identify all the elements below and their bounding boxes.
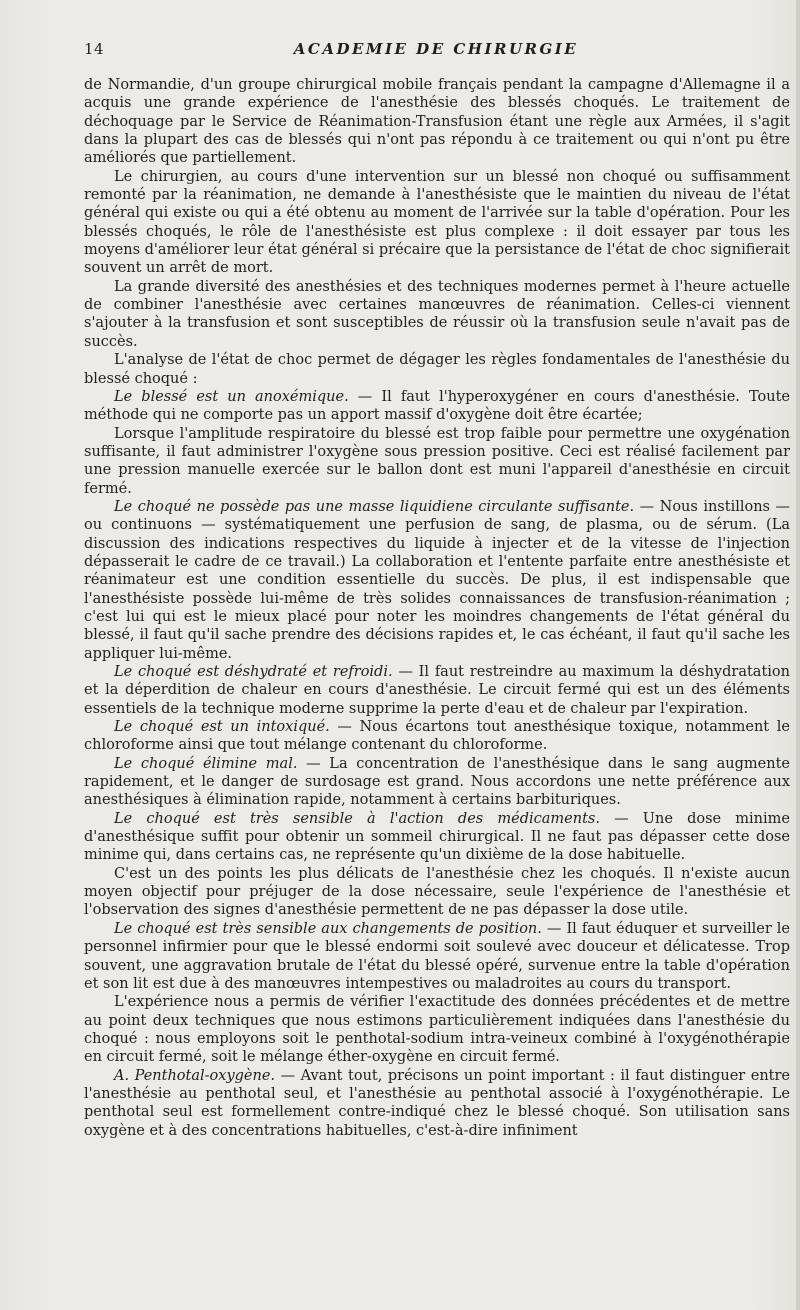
paragraph-lead: Le choqué ne possède pas une masse liquidiene circulante suffisante. — [114, 498, 635, 515]
page-number: 14 — [84, 40, 105, 58]
paragraph — [84, 351, 790, 388]
paragraph-text: La grande diversité des anesthésies et des techniques modernes permet à l'heure actuelle de combiner l'anesthésie avec certaines manœuvres de réanimation. Celles-ci viennent s'ajouter à la transfusion et sont susceptibles de réussir où la transfusion seule n'avait pas de succès. — [84, 278, 790, 350]
paragraph — [84, 993, 790, 1066]
paragraph-lead: Le choqué est très sensible aux changements de position. — [114, 920, 542, 937]
paragraph-text: — Il faut l'hyperoxygéner en cours d'anesthésie. Toute méthode qui ne comporte pas un apport massif d'oxygène doit être écartée; — [84, 388, 790, 424]
paragraph-text: — La concentration de l'anesthésique dans le sang augmente rapidement, et le danger de surdosage est grand. Nous accordons une nette préférence aux anesthésiques à élimination rapide, notamment à certains barbituriques. — [84, 755, 790, 809]
body-text — [84, 76, 790, 1296]
paragraph — [84, 755, 790, 810]
paragraph — [84, 1067, 790, 1140]
paragraph — [84, 425, 790, 498]
paragraph — [84, 278, 790, 351]
paragraph — [84, 76, 790, 168]
paragraph — [84, 663, 790, 718]
paragraph-text: — Avant tout, précisons un point important : il faut distinguer entre l'anesthésie au penthotal seul, et l'anesthésie au penthotal associé à l'oxygénothérapie. Le penthotal seul est formellement contre-indiqué chez le blessé choqué. Son utilisation sans oxygène et à des concentrations habituelles, c'est-à-dire infiniment — [84, 1067, 790, 1139]
paragraph-lead: Le choqué est déshydraté et refroidi. — [114, 664, 393, 680]
paragraph-text: de Normandie, d'un groupe chirurgical mobile français pendant la campagne d'Allemagne il a acquis une grande expérience de l'anesthésie des blessés choqués. Le traitement de déchoquage par le Service de Réanimation-Transfusion étant une règle aux Armées, il s'agit dans la plupart des cas de blessés qui n'ont pas répondu à ce traitement ou qui n'ont pu être améliorés que partiellement. — [84, 77, 790, 167]
paragraph-text: Le chirurgien, au cours d'une intervention sur un blessé non choqué ou suffisamment remonté par la réanimation, ne demande à l'anesthésiste que le maintien du niveau de l'état général qui existe ou qui a été obtenu au moment de l'arrivée sur la table d'opération. Pour les blessés choqués, le rôle de l'anesthésiste est plus complexe : il doit essayer par tous les moyens d'améliorer leur état général si précaire que la persistance de l'état de choc signifierait souvent un arrêt de mort. — [84, 168, 790, 277]
page-header — [84, 40, 788, 66]
paragraph — [84, 498, 790, 663]
paragraph-text: — Nous écartons tout anesthésique toxique, notamment le chloroforme ainsi que tout mélange contenant du chloroforme. — [84, 719, 790, 754]
paragraph-text: — Nous instillons — ou continuons — systématiquement une perfusion de sang, de plasma, ou de sérum. (La discussion des indications respectives du liquide à injecter et de la vitesse de l'injection dépasserait le cadre de ce travail.) La collaboration et l'entente parfaite entre anesthésiste et réanimateur est une condition essentielle du succès. De plus, il est indispensable que l'anesthésiste possède lui-même de très solides connaissances de transfusion-réanimation ; c'est lui qui est le mieux placé pour noter les moindres changements de l'état général du blessé, il faut qu'il sache prendre des décisions rapides et, le cas échéant, il faut qu'il sache les appliquer lui-même. — [84, 498, 790, 662]
paragraph — [84, 810, 790, 865]
page-edge — [796, 0, 800, 1310]
paragraph-text: L'analyse de l'état de choc permet de dégager les règles fondamentales de l'anesthésie du blessé choqué : — [84, 352, 790, 387]
paragraph-lead: Le choqué est très sensible à l'action des médicaments. — [114, 810, 600, 827]
paragraph — [84, 718, 790, 755]
paragraph-lead: Le choqué élimine mal. — [114, 755, 298, 772]
paragraph — [84, 168, 790, 278]
paragraph-lead: A. Penthotal-oxygène. — [114, 1067, 276, 1084]
running-title: ACADEMIE DE CHIRURGIE — [293, 40, 579, 58]
paragraph — [84, 388, 790, 425]
paragraph-text: — Une dose minime d'anesthésique suffit pour obtenir un sommeil chirurgical. Il ne faut pas dépasser cette dose minime qui, dans certains cas, ne représente qu'un dixième de la dose habituelle. — [84, 810, 790, 864]
paragraph-text: C'est un des points les plus délicats de l'anesthésie chez les choqués. Il n'existe aucun moyen objectif pour préjuger de la dose nécessaire, seule l'expérience de l'anesthésie et l'observation des signes d'anesthésie permettent de ne pas dépasser la dose utile. — [84, 865, 790, 919]
paragraph-lead: Le choqué est un intoxiqué. — [114, 719, 330, 736]
paragraph-text: L'expérience nous a permis de vérifier l'exactitude des données précédentes et de mettre au point deux techniques que nous estimons particulièrement indiquées dans l'anesthésie du choqué : nous employons soit le penthotal-sodium intra-veineux combiné à l'oxygénothérapie en circuit fermé, soit le mélange éther-oxygène en circuit fermé. — [84, 994, 790, 1066]
paragraph-lead: Le blessé est un anoxémique. — [114, 388, 349, 405]
paragraph-text: — Il faut restreindre au maximum la déshydratation et la déperdition de chaleur en cours d'anesthésie. Le circuit fermé qui est un des éléments essentiels de la technique moderne supprime la perte d'eau et de chaleur par l'expiration. — [84, 664, 790, 717]
paragraph-text: Lorsque l'amplitude respiratoire du blessé est trop faible pour permettre une oxygénation suffisante, il faut administrer l'oxygène sous pression positive. Ceci est réalisé facilement par une pression manuelle exercée sur le ballon dont est muni l'appareil d'anesthésie en circuit fermé. — [84, 425, 790, 497]
paragraph — [84, 920, 790, 993]
paragraph — [84, 865, 790, 920]
paragraph-text: — Il faut éduquer et surveiller le personnel infirmier pour que le blessé endormi soit soulevé avec douceur et délicatesse. Trop souvent, une aggravation brutale de l'état du blessé opéré, survenue entre la table d'opération et son lit est due à des manœuvres intempestives ou maladroites au cours du transport. — [84, 920, 790, 992]
